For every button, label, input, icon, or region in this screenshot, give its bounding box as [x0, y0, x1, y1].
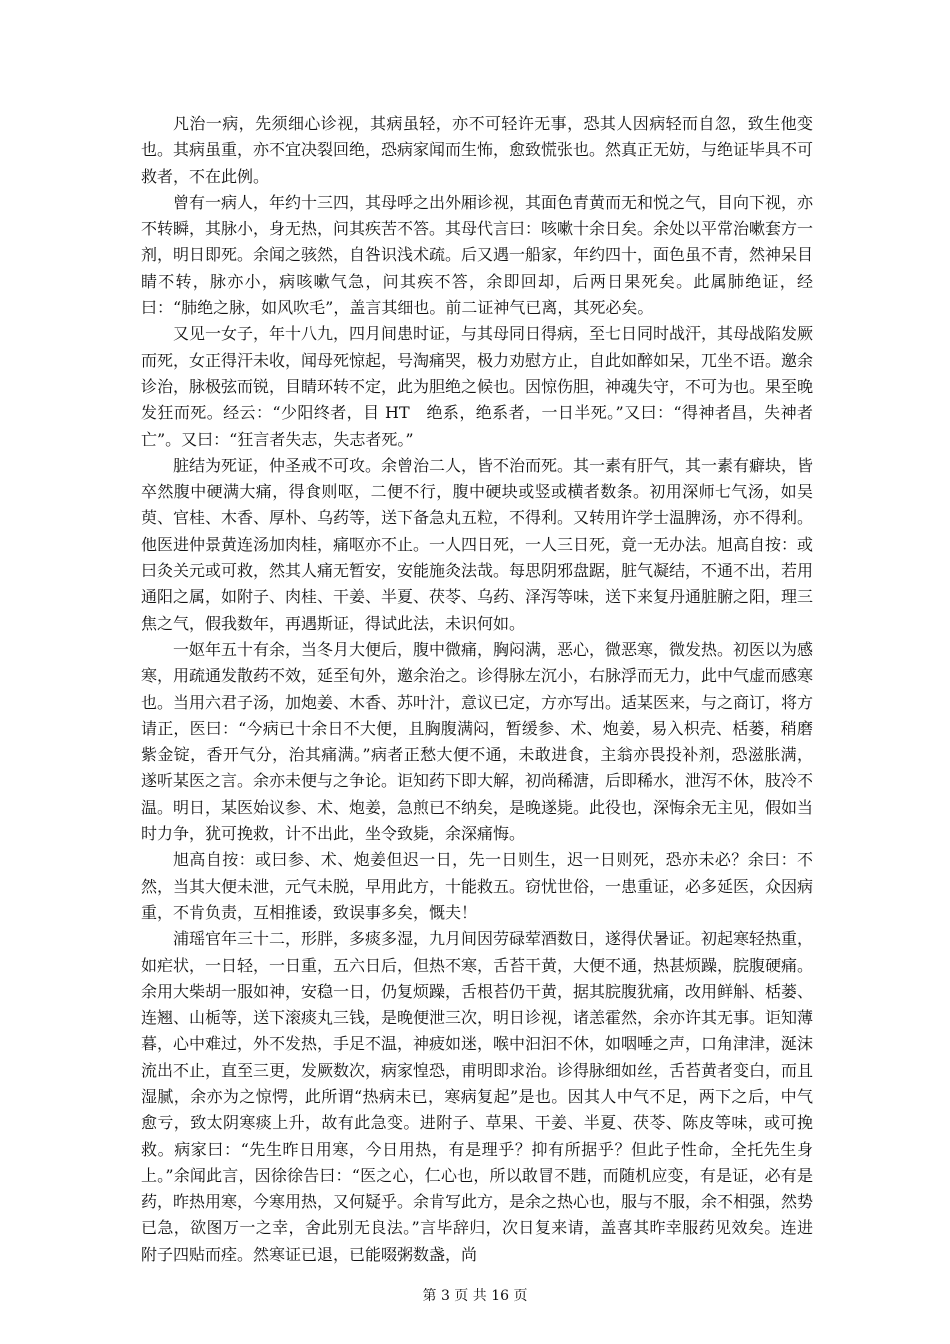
page-footer: 第 3 页 共 16 页	[422, 1288, 528, 1304]
paragraph-2: 曾有一病人，年约十三四，其母呼之出外厢诊视，其面色青黄而无和悦之气，目向下视，亦不转瞬，其脉小，身无热，问其疾苦不答。其母代言曰：咳嗽十余日矣。余处以平常治嗽套方一剂，明日即死。余闻之骇然，自咎识浅术疏。后又遇一船家，年约四十，面色虽不青，然神呆目睛不转，脉亦小，病咳嗽气急，问其疾不答，余即回却，后两日果死矣。此属肺绝证，经曰：“肺绝之脉，如风吹毛”，盖言其细也。前二证神气已离，其死必矣。	[141, 192, 814, 318]
body-text	[141, 111, 813, 1268]
paragraph-7: 浦瑶官年三十二，形胖，多痰多湿，九月间因劳碌荤酒数日，遂得伏暑证。初起寒轻热重，如疟状，一日轻，一日重，五六日后，但热不寒，舌苔干黄，大便不通，热甚烦躁，脘腹硬痛。余用大柴胡一服如神，安稳一日，仍复烦躁，舌根苔仍干黄，据其脘腹犹痛，改用鲜斛、栝蒌、连翘、山栀等，送下滚痰丸三钱，是晚便泄三次，明日诊视，诸恙霍然，余亦许其无事。讵知薄暮，心中难过，外不发热，手足不温，神疲如迷，喉中汩汩不休，如咽唾之声，口角津津，涎沫流出不止，直至三更，发厥数次，病家惶恐，甫明即求治。诊得脉细如丝，舌苔黄者变白，而且湿腻，余亦为之惊愕，此所谓“热病未已，寒病复起”是也。因其人中气不足，两下之后，中气愈亏，致太阴寒痰上升，故有此急变。进附子、草果、干姜、半夏、茯苓、陈皮等味，或可挽救。病家曰：“先生昨日用寒，今日用热，有是理乎？抑有所据乎？但此子性命，全托先生身上。”余闻此言，因徐徐告曰：“医之心，仁心也，所以敢冒不韪，而随机应变，有是证，必有是药，昨热用寒，今寒用热，又何疑乎。余肯写此方，是余之热心也，服与不服，余不相强，然势已急，欲图万一之幸，舍此别无良法。”言毕辞归，次日复来请，盖喜其昨幸服药见效矣。连进附子四贴而痊。然寒证已退，已能啜粥数盏，尚	[141, 929, 814, 1264]
paragraph-5: 一妪年五十有余，当冬月大便后，腹中微痛，胸闷满，恶心，微恶寒，微发热。初医以为感寒，用疏通发散药不效，延至旬外，邀余治之。诊得脉左沉小，右脉浮而无力，此中气虚而感寒也。当用六君子汤，加炮姜、木香、苏叶汁，意议已定，方亦写出。适某医来，与之商订，将方请正，医曰：“今病已十余日不大便，且胸腹满闷，暂缓参、术、炮姜，易入枳壳、栝蒌，稍磨紫金锭，香开气分，治其痛满。”病者正愁大便不通，未敢进食，主翁亦畏投补剂，恐滋胀满，遂听某医之言。余亦未便与之争论。讵知药下即大解，初尚稀溏，后即稀水，泄泻不休，肢冷不温。明日，某医始议参、术、炮姜，急煎已不纳矣，是晚遂毙。此役也，深悔余无主见，假如当时力争，犹可挽救，计不出此，坐令致毙，余深痛悔。	[141, 639, 814, 844]
paragraph-4: 脏结为死证，仲圣戒不可攻。余曾治二人，皆不治而死。其一素有肝气，其一素有癖块，皆卒然腹中硬满大痛，得食则呕，二便不行，腹中硬块或竖或横者数条。初用深师七气汤，如吴萸、官桂、木香、厚朴、乌药等，送下备急丸五粒，不得利。又转用许学士温脾汤，亦不得利。他医进仲景黄连汤加肉桂，痛呕亦不止。一人四日死，一人三日死，竟一无办法。旭高自按：或曰灸关元或可救，然其人痛无暂安，安能施灸法哉。每思阴邪盘踞，脏气凝结，不通不出，若用通阳之属，如附子、肉桂、干姜、半夏、茯苓、乌药、泽泻等味，送下来复丹通脏腑之阳，理三焦之气，假我数年，再遇斯证，得试此法，未识何如。	[141, 455, 814, 633]
paragraph-3: 又见一女子，年十八九，四月间患时证，与其母同日得病，至七日同时战汗，其母战陷发厥而死，女正得汗未收，闻母死惊起，号淘痛哭，极力劝慰方止，自此如醉如呆，兀坐不语。邀余诊治，脉极弦而锐，目睛环转不定，此为胆绝之候也。因惊伤胆，神魂失守，不可为也。果至晚发狂而死。经云：“少阳终者，目 HT 绝系，绝系者，一日半死。”又曰：“得神者昌，失神者亡”。又曰：“狂言者失志，失志者死。”	[141, 324, 814, 449]
paragraph-1: 凡治一病，先须细心诊视，其病虽轻，亦不可轻许无事，恐其人因病轻而自忽，致生他变也。其病虽重，亦不宜决裂回绝，恐病家闻而生怖，愈致慌张也。然真正无妨，与绝证毕具不可救者，不在此例。	[141, 114, 814, 186]
paragraph-6: 旭高自按：或曰参、术、炮姜但迟一日，先一日则生，迟一日则死，恐亦未必？余曰：不然，当其大便未泄，元气未脱，早用此方，十能救五。窃忧世俗，一患重证，必多延医，众因病重，不肯负责，互相推诿，致误事多矣，慨夫！	[141, 850, 814, 922]
